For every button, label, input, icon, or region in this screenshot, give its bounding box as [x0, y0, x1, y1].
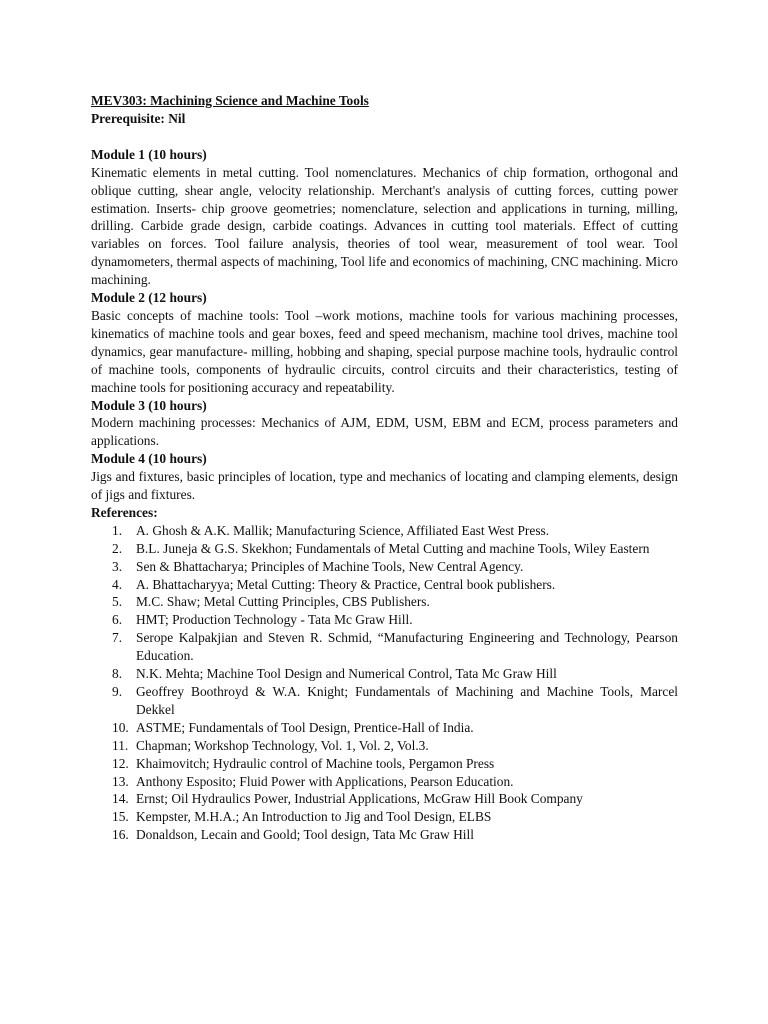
- reference-text: Chapman; Workshop Technology, Vol. 1, Vol. 2, Vol.3.: [136, 737, 429, 753]
- reference-number: 9.: [112, 684, 123, 699]
- module-heading: Module 1 (10 hours): [91, 146, 207, 162]
- reference-text: N.K. Mehta; Machine Tool Design and Numerical Control, Tata Mc Graw Hill: [136, 666, 557, 682]
- module-2: [91, 289, 678, 396]
- reference-text: Kempster, M.H.A.; An Introduction to Jig and Tool Design, ELBS: [136, 809, 492, 825]
- reference-number: 1.: [112, 522, 123, 538]
- references-list: [91, 522, 678, 844]
- reference-number: 11.: [112, 737, 129, 753]
- module-body: Modern machining processes: Mechanics of AJM, EDM, USM, EBM and ECM, process parameters and applications.: [91, 415, 678, 449]
- reference-text: A. Ghosh & A.K. Mallik; Manufacturing Science, Affiliated East West Press.: [136, 522, 550, 538]
- reference-number: 8.: [112, 666, 123, 682]
- reference-text: HMT; Production Technology - Tata Mc Graw Hill.: [136, 612, 413, 628]
- reference-text: Donaldson, Lecain and Goold; Tool design, Tata Mc Graw Hill: [136, 827, 474, 843]
- reference-item: [91, 576, 678, 594]
- reference-item: [91, 611, 678, 629]
- reference-number: 2.: [112, 540, 123, 556]
- reference-number: 14.: [112, 791, 129, 807]
- reference-text: Anthony Esposito; Fluid Power with Applications, Pearson Education.: [136, 773, 514, 789]
- reference-text: Khaimovitch; Hydraulic control of Machine tools, Pergamon Press: [136, 755, 495, 771]
- references-section: [91, 504, 678, 844]
- reference-number: 13.: [112, 773, 129, 789]
- reference-text: A. Bhattacharyya; Metal Cutting: Theory & Practice, Central book publishers.: [136, 576, 556, 592]
- references-heading: References:: [91, 504, 158, 520]
- reference-text: ASTME; Fundamentals of Tool Design, Prentice-Hall of India.: [136, 719, 474, 735]
- reference-item: [91, 593, 678, 611]
- reference-item: [91, 737, 678, 755]
- reference-text: Ernst; Oil Hydraulics Power, Industrial Applications, McGraw Hill Book Company: [136, 791, 583, 807]
- reference-item: [91, 755, 678, 773]
- reference-text: M.C. Shaw; Metal Cutting Principles, CBS Publishers.: [136, 594, 430, 610]
- reference-text: Sen & Bhattacharya; Principles of Machine Tools, New Central Agency.: [136, 558, 524, 574]
- reference-number: 12.: [112, 755, 129, 771]
- syllabus-document: [91, 92, 678, 844]
- module-body: Basic concepts of machine tools: Tool –work motions, machine tools for various machining processes, kinematics of machine tools and gear boxes, feed and speed mechanism, machine tool drives, machine tool dynamics, gear manufacture- milling, hobbing and shaping, special purpose machine tools, hydraulic control of machine tools, components of hydraulic circuits, control circuits and their characteristics, testing of machine tools for positioning accuracy and repeatability.: [91, 307, 678, 395]
- reference-text: Geoffrey Boothroyd & W.A. Knight; Fundamentals of Machining and Machine Tools, Marcel Dekkel: [136, 684, 678, 717]
- reference-item: [91, 719, 678, 737]
- reference-item: [91, 826, 678, 844]
- module-heading: Module 4 (10 hours): [91, 451, 207, 467]
- reference-item: [91, 558, 678, 576]
- spacer: [91, 128, 678, 146]
- reference-number: 4.: [112, 576, 123, 592]
- prerequisite-line: Prerequisite: Nil: [91, 110, 186, 126]
- reference-item: [91, 773, 678, 791]
- module-heading: Module 2 (12 hours): [91, 290, 207, 306]
- module-4: [91, 450, 678, 504]
- reference-text: B.L. Juneja & G.S. Skekhon; Fundamentals of Metal Cutting and machine Tools, Wiley Eastern: [136, 540, 650, 556]
- reference-number: 7.: [112, 630, 123, 646]
- reference-item: [91, 629, 678, 665]
- module-heading: Module 3 (10 hours): [91, 397, 207, 413]
- reference-item: [91, 683, 678, 719]
- reference-number: 15.: [112, 809, 129, 825]
- module-3: [91, 397, 678, 451]
- reference-item: [91, 808, 678, 826]
- reference-number: 5.: [112, 594, 123, 610]
- course-title: MEV303: Machining Science and Machine Tools: [91, 93, 369, 108]
- reference-number: 3.: [112, 558, 123, 574]
- module-body: Kinematic elements in metal cutting. Tool nomenclatures. Mechanics of chip formation, orthogonal and oblique cutting, shear angle, velocity relationship. Merchant's analysis of cutting forces, cutting power estimation. Inserts- chip groove geometries; nomenclature, selection and applications in turning, milling, drilling. Carbide grade design, carbide coatings. Advances in cutting tool materials. Effect of cutting variables on forces. Tool failure analysis, theories of tool wear, measurement of tool wear. Tool dynamometers, thermal aspects of machining, Tool life and economics of machining, CNC machining. Micro machining.: [91, 164, 678, 288]
- reference-item: [91, 540, 678, 558]
- reference-item: [91, 522, 678, 540]
- module-1: [91, 146, 678, 289]
- reference-number: 16.: [112, 827, 129, 843]
- reference-text: Serope Kalpakjian and Steven R. Schmid, “Manufacturing Engineering and Technology, Pearson Education.: [136, 630, 678, 664]
- reference-number: 10.: [112, 719, 129, 735]
- reference-number: 6.: [112, 612, 123, 628]
- reference-item: [91, 790, 678, 808]
- reference-item: [91, 665, 678, 683]
- module-body: Jigs and fixtures, basic principles of location, type and mechanics of locating and clamping elements, design of jigs and fixtures.: [91, 469, 678, 503]
